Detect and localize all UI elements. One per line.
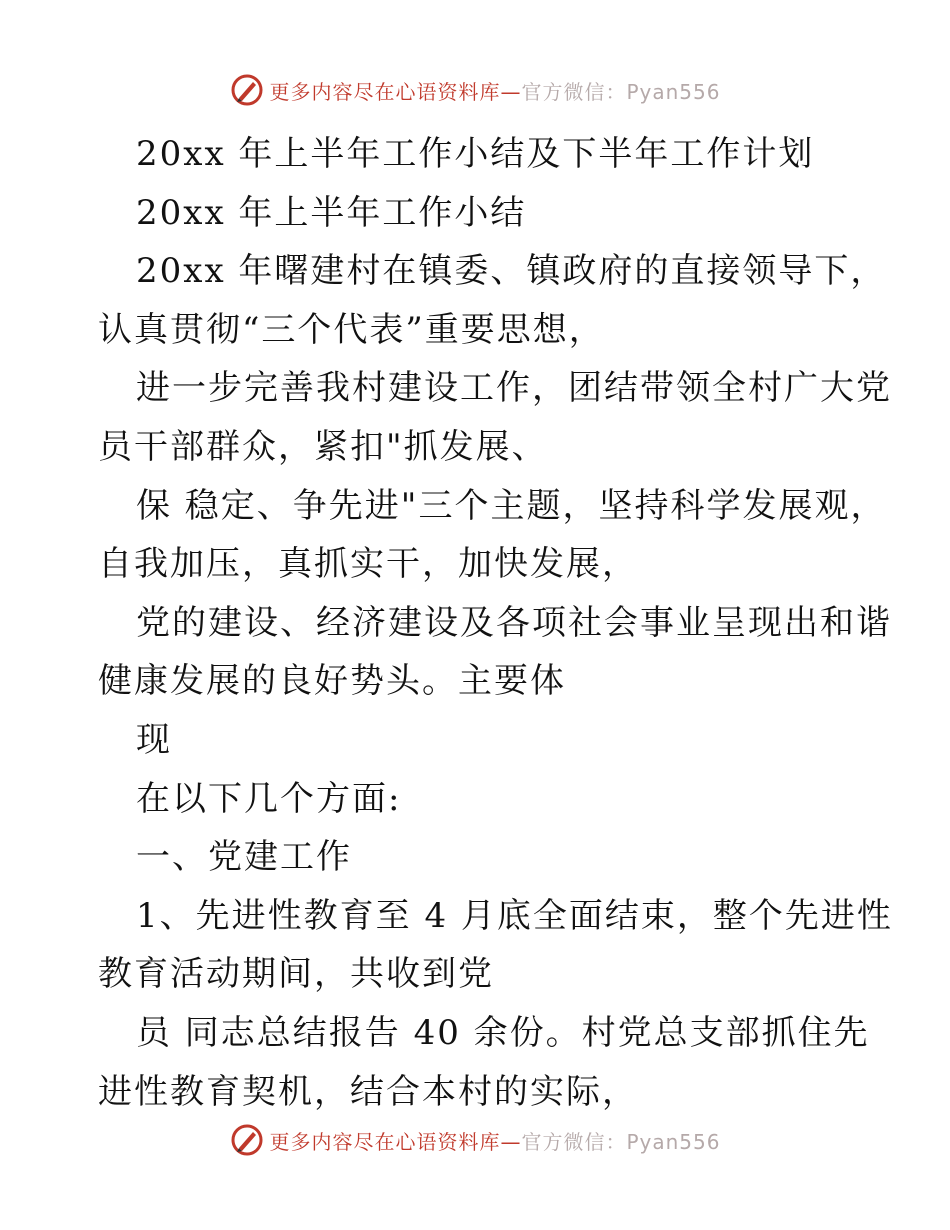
- paragraph-line: 健康发展的良好势头。主要体: [98, 661, 566, 702]
- banner-wechat-text: 官方微信：Pyan556: [521, 1129, 721, 1154]
- pen-logo-icon: [229, 1122, 265, 1158]
- paragraph-line: 认真贯彻“三个代表”重要思想，: [98, 309, 605, 350]
- paragraph-line: 1、先进性教育至 4 月底全面结束，整个先进性: [136, 895, 893, 936]
- banner-site-text: 更多内容尽在心语资料库—: [269, 1129, 522, 1154]
- pen-logo-icon: [229, 72, 265, 108]
- paragraph-line: 保 稳定、争先进"三个主题，坚持科学发展观，: [136, 485, 887, 526]
- paragraph-line: 员 同志总结报告 40 余份。村党总支部抓住先: [136, 1012, 870, 1053]
- footer-banner: [0, 1120, 950, 1160]
- paragraph-line: 现: [136, 719, 172, 760]
- paragraph-line: 员干部群众，紧扣"抓发展、: [98, 426, 548, 467]
- document-body: [98, 125, 893, 1121]
- paragraph-line: 在以下几个方面:: [136, 778, 402, 819]
- paragraph-line: 进一步完善我村建设工作，团结带领全村广大党: [136, 368, 892, 409]
- paragraph-line: 自我加压，真抓实干，加快发展，: [98, 544, 638, 585]
- section-heading: 一、党建工作: [136, 837, 352, 878]
- header-banner: [0, 70, 950, 110]
- paragraph-line: 党的建设、经济建设及各项社会事业呈现出和谐: [136, 602, 892, 643]
- doc-subtitle: 20xx 年上半年工作小结: [136, 192, 527, 233]
- paragraph-line: 20xx 年曙建村在镇委、镇政府的直接领导下，: [136, 251, 887, 292]
- paragraph-line: 教育活动期间，共收到党: [98, 954, 494, 995]
- banner-wechat-text: 官方微信：Pyan556: [521, 79, 721, 104]
- banner-site-text: 更多内容尽在心语资料库—: [269, 79, 522, 104]
- paragraph-line: 进性教育契机，结合本村的实际，: [98, 1071, 638, 1112]
- doc-title: 20xx 年上半年工作小结及下半年工作计划: [136, 134, 815, 174]
